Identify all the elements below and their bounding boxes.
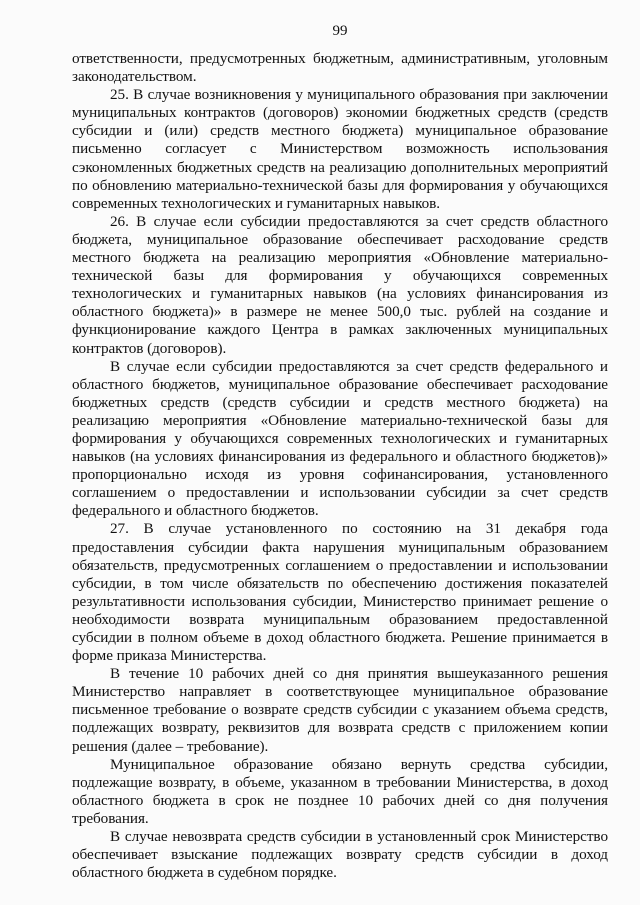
- paragraph-27: 27. В случае установленного по состоянию на 31 декабря года предоставления субсидии факта нарушения муниципальным образованием обязательств, предусмотренных соглашением о предоставлении и использовании субсидии, в том числе обязательств по обеспечению достижения показателей результативности использования субсидии, Министерство принимает решение о необходимости возврата муниципальным образованием предоставленной субсидии в полном объеме в доход областного бюджета. Решение принимается в форме приказа Министерства.: [72, 520, 608, 665]
- paragraph-27-notice: В течение 10 рабочих дней со дня принятия вышеуказанного решения Министерство направляет в соответствующее муниципальное образование письменное требование о возврате средств субсидии с указанием объема средств, подлежащих возврату, реквизитов для возврата средств с приложением копии решения (далее – требование).: [72, 665, 608, 755]
- paragraph-25: 25. В случае возникновения у муниципального образования при заключении муниципальных контрактов (договоров) экономии бюджетных средств (средств субсидии и (или) средств местного бюджета) муниципальное образование письменно согласует с Министерством возможность использования сэкономленных бюджетных средств на реализацию дополнительных мероприятий по обновлению материально-технической базы для формирования у обучающихся современных технологических и гуманитарных навыков.: [72, 86, 608, 212]
- paragraph-26-federal: В случае если субсидии предоставляются за счет средств федерального и областного бюджетов, муниципальное образование обеспечивает расходование бюджетных средств (средств субсидии и средств местного бюджета) на реализацию мероприятия «Обновление материально-технической базы для формирования у обучающихся современных технологических и гуманитарных навыков (на условиях финансирования из федерального и областного бюджетов)» пропорционально исходя из уровня софинансирования, установленного соглашением о предоставлении и использовании субсидии за счет средств федерального и областного бюджетов.: [72, 357, 608, 520]
- paragraph-continuation: ответственности, предусмотренных бюджетным, административным, уголовным законодательством.: [72, 50, 608, 86]
- page-number: 99: [332, 23, 348, 39]
- paragraph-27-return: Муниципальное образование обязано вернуть средства субсидии, подлежащие возврату, в объеме, указанном в требовании Министерства, в доход областного бюджета в срок не позднее 10 рабочих дней со дня получения требования.: [72, 755, 608, 827]
- paragraph-27-recovery: В случае невозврата средств субсидии в установленный срок Министерство обеспечивает взыскание подлежащих возврату средств субсидии в доход областного бюджета в судебном порядке.: [72, 828, 608, 882]
- paragraph-26: 26. В случае если субсидии предоставляются за счет средств областного бюджета, муниципальное образование обеспечивает расходование средств местного бюджета на реализацию мероприятия «Обновление материально-технической базы для формирования у обучающихся современных технологических и гуманитарных навыков (на условиях финансирования из областного бюджета)» в размере не менее 500,0 тыс. рублей на создание и функционирование каждого Центра в рамках заключенных муниципальных контрактов (договоров).: [72, 212, 608, 357]
